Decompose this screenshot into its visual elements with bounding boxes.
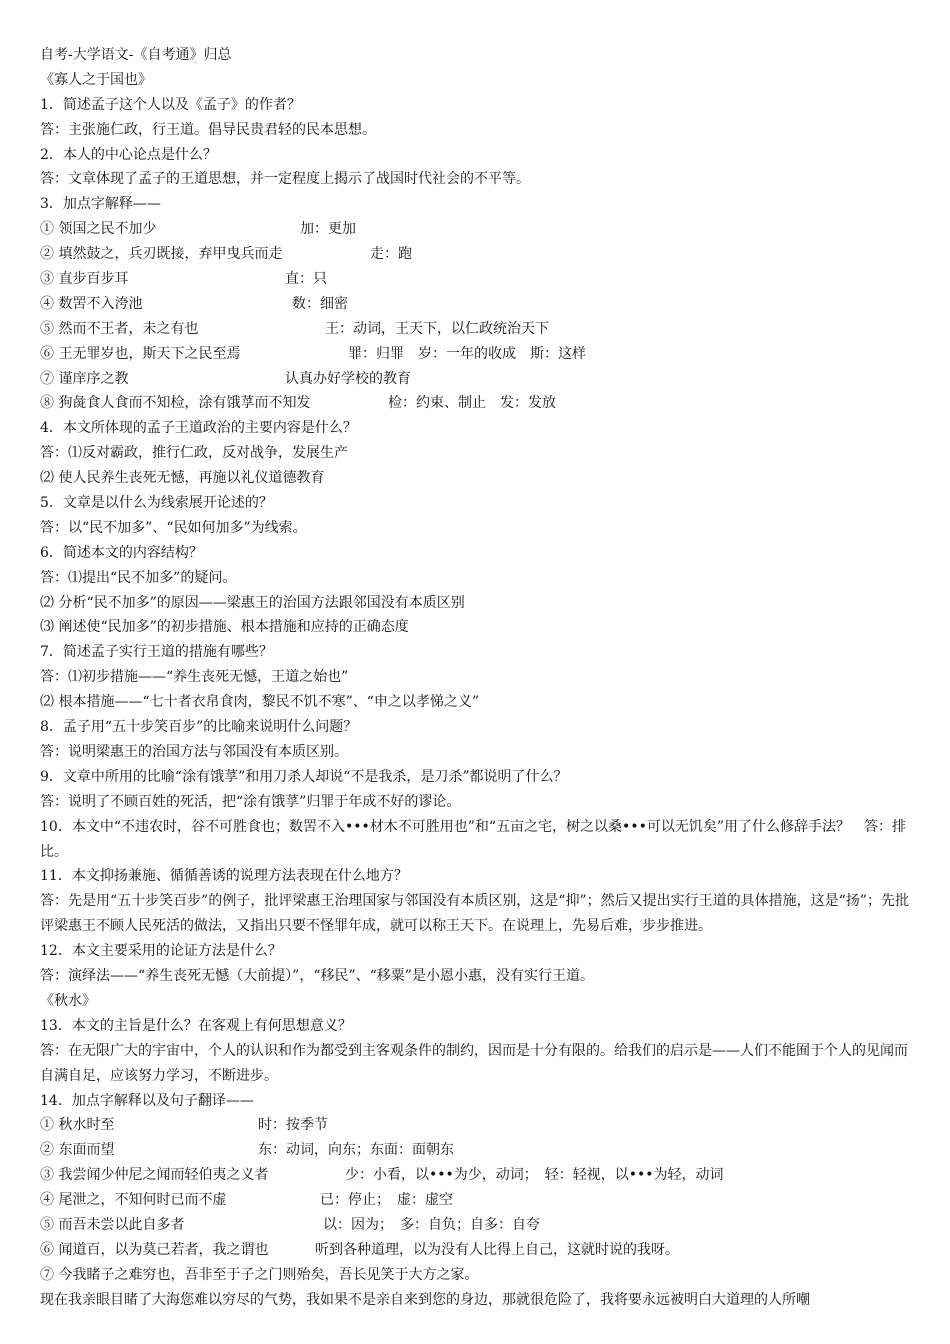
gloss-meaning: 罪：归罪 岁：一年的收成 斯：这样	[348, 345, 586, 362]
question-6: 6．简述本文的内容结构？	[40, 544, 203, 561]
gloss-phrase: ① 领国之民不加少	[40, 221, 157, 238]
answer-7-a: 答：⑴初步措施——“养生丧死无憾，王道之始也”	[40, 669, 349, 686]
gloss-phrase: ⑦ 谨庠序之教	[40, 370, 129, 387]
gloss-phrase: ⑤ 然而不王者，未之有也	[40, 320, 199, 337]
section-title-qiushui: 《秋水》	[40, 992, 96, 1009]
answer-7-b: ⑵ 根本措施——“七十者衣帛食肉，黎民不饥不寒”、“申之以孝悌之义”	[40, 694, 480, 711]
gloss-item	[40, 342, 920, 367]
gloss-phrase: ① 秋水时至	[40, 1117, 115, 1134]
gloss-phrase: ③ 我尝闻少仲尼之闻而轻伯夷之义者	[40, 1167, 269, 1184]
question-8: 8．孟子用“五十步笑百步”的比喻来说明什么问题？	[40, 719, 358, 736]
gloss-meaning: 数：细密	[292, 295, 348, 312]
gloss-meaning: 已：停止； 虚：虚空	[320, 1192, 453, 1209]
answer-4-b: ⑵ 使人民养生丧死无憾，再施以礼仪道德教育	[40, 470, 325, 487]
question-13: 13．本文的主旨是什么？在客观上有何思想意义？	[40, 1017, 352, 1034]
gloss-meaning: 王：动词，王天下，以仁政统治天下	[325, 320, 549, 337]
gloss-meaning: 走：跑	[370, 246, 412, 263]
answer-5: 答：以“民不加多”、“民如何加多”为线索。	[40, 519, 307, 536]
gloss-phrase: ② 填然鼓之，兵刃既接，弃甲曳兵而走	[40, 246, 283, 263]
gloss-item	[40, 367, 920, 392]
answer-1: 答：主张施仁政，行王道。倡导民贵君轻的民本思想。	[40, 121, 376, 138]
gloss-phrase: ③ 直步百步耳	[40, 271, 129, 288]
question-11: 11．本文抑扬兼施、循循善诱的说理方法表现在什么地方？	[40, 868, 408, 885]
gloss-meaning: 检：约束、制止 发：发放	[388, 395, 556, 412]
gloss-meaning: 认真办好学校的教育	[285, 370, 411, 387]
answer-6-a: 答：⑴提出“民不加多”的疑问。	[40, 569, 237, 586]
gloss-item	[40, 1138, 920, 1163]
gloss-item	[40, 1188, 920, 1213]
gloss-phrase: ⑦ 今我睹子之难穷也，吾非至于子之门则殆矣，吾长见笑于大方之家。	[40, 1266, 479, 1283]
gloss-item	[40, 317, 920, 342]
question-14: 14．加点字解释以及句子翻译——	[40, 1092, 254, 1109]
gloss-meaning: 直：只	[285, 271, 327, 288]
question-2: 2．本人的中心论点是什么？	[40, 146, 217, 163]
gloss-phrase: ④ 尾泄之，不知何时已而不虚	[40, 1192, 227, 1209]
gloss-item	[40, 292, 920, 317]
answer-12: 答：演绎法——“养生丧死无憾（大前提）”，“移民”、“移粟”是小恩小惠，没有实行王道。	[40, 968, 594, 985]
gloss-meaning: 以：因为； 多：自负；自多：自夸	[323, 1216, 540, 1233]
answer-2: 答：文章体现了孟子的王道思想，并一定程度上揭示了战国时代社会的不平等。	[40, 171, 530, 188]
answer-6-b: ⑵ 分析“民不加多”的原因——梁惠王的治国方法跟邻国没有本质区别	[40, 594, 465, 611]
question-7: 7．简述孟子实行王道的措施有哪些？	[40, 644, 273, 661]
doc-title: 自考-大学语文-《自考通》归总	[40, 47, 232, 63]
gloss-meaning: 听到各种道理，以为没有人比得上自己，这就时说的我呀。	[315, 1241, 679, 1258]
gloss-phrase: ⑥ 闻道百，以为莫己若者，我之谓也	[40, 1241, 269, 1258]
gloss-meaning: 少：小看，以•••为少，动词； 轻：轻视，以•••为轻，动词	[345, 1167, 724, 1184]
gloss-phrase: ⑤ 而吾未尝以此自多者	[40, 1216, 185, 1233]
answer-13: 答：在无限广大的宇宙中，个人的认识和作为都受到主客观条件的制约，因而是十分有限的。给我们的启示是——人们不能囿于个人的见闻而自满自足，应该努力学习，不断进步。	[40, 1042, 908, 1084]
answer-8: 答：说明梁惠王的治国方法与邻国没有本质区别。	[40, 743, 348, 760]
question-12: 12．本文主要采用的论证方法是什么？	[40, 943, 282, 960]
gloss-item	[40, 1263, 920, 1288]
gloss-item	[40, 1213, 920, 1238]
section-title-guaren: 《寡人之于国也》	[40, 71, 152, 88]
question-5: 5．文章是以什么为线索展开论述的？	[40, 495, 273, 512]
gloss-phrase: ④ 数罟不入洿池	[40, 295, 143, 312]
gloss-meaning: 东：动词，向东；东面：面朝东	[258, 1142, 454, 1159]
gloss-item	[40, 1163, 920, 1188]
gloss-item	[40, 267, 920, 292]
gloss-meaning: 加：更加	[300, 221, 356, 238]
gloss-phrase: ⑧ 狗彘食人食而不知检，涂有饿莩而不知发	[40, 395, 311, 412]
gloss-item	[40, 1238, 920, 1263]
gloss-phrase: ⑥ 王无罪岁也，斯天下之民至焉	[40, 345, 241, 362]
answer-11: 答：先是用“五十步笑百步”的例子，批评梁惠王治理国家与邻国没有本质区别，这是“抑”；然后又提出实行王道的具体措施，这是“扬”；先批评梁惠王不顾人民死活的做法，又指出只要不怪罪年成，就可以称王天下。在说理上，先易后难，步步推进。	[40, 893, 909, 935]
question-1: 1．简述孟子这个人以及《孟子》的作者？	[40, 96, 301, 113]
question-3: 3．加点字解释——	[40, 196, 161, 213]
answer-6-c: ⑶ 阐述使“民加多”的初步措施、根本措施和应持的正确态度	[40, 619, 409, 636]
question-10: 10．本文中“不违农时，谷不可胜食也；数罟不入•••材木不可胜用也”和“五亩之宅，树之以桑•••可以无饥矣”用了什么修辞手法？ 答：排比。	[40, 818, 906, 860]
translation-line: 现在我亲眼目睹了大海您难以穷尽的气势，我如果不是亲自来到您的身边，那就很危险了，我将要永远被明白大道理的人所嘲	[40, 1291, 810, 1308]
gloss-item	[40, 217, 920, 242]
answer-4-a: 答：⑴反对霸政，推行仁政，反对战争，发展生产	[40, 445, 348, 462]
question-4: 4．本文所体现的孟子王道政治的主要内容是什么？	[40, 420, 357, 437]
answer-9: 答：说明了不顾百姓的死活，把“涂有饿莩”归罪于年成不好的谬论。	[40, 793, 461, 810]
gloss-meaning: 时：按季节	[258, 1117, 328, 1134]
question-9: 9．文章中所用的比喻“涂有饿莩”和用刀杀人却说“不是我杀，是刀杀”都说明了什么？	[40, 768, 568, 785]
gloss-item	[40, 391, 920, 416]
gloss-item	[40, 242, 920, 267]
gloss-phrase: ② 东面而望	[40, 1142, 115, 1159]
gloss-item	[40, 1113, 920, 1138]
